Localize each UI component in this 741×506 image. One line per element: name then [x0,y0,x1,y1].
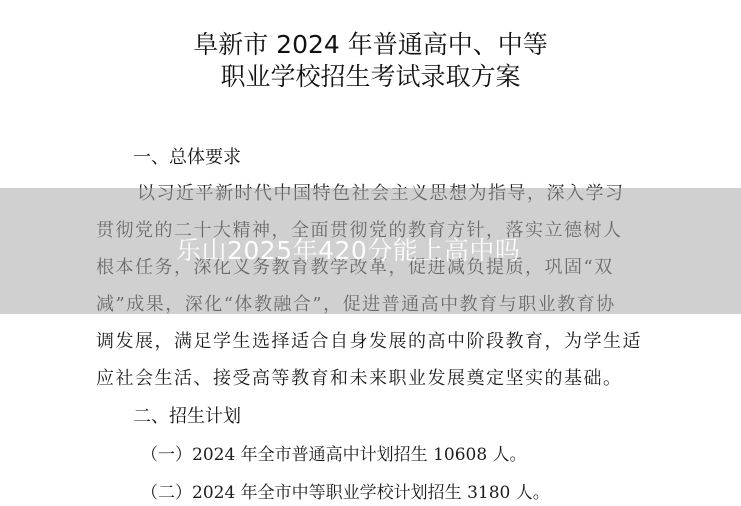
plan-item-general-high-school: （一）2024 年全市普通高中计划招生 10608 人。 [141,445,527,465]
document-title-line-2: 职业学校招生考试录取方案 [220,62,521,91]
overlay-caption: 乐山2025年420分能上高中吗 [176,236,521,265]
section-heading-enrollment-plan: 二、招生计划 [133,406,241,427]
paragraph-line: 应社会生活、接受高等教育和未来职业发展奠定坚实的基础。 [96,368,623,389]
paragraph-line: 调发展，满足学生选择适合自身发展的高中阶段教育，为学生适 [96,331,642,352]
section-heading-general-requirements: 一、总体要求 [133,147,241,168]
document-title-line-1: 阜新市 2024 年普通高中、中等 [193,30,548,59]
plan-item-vocational-school: （二）2024 年全市中等职业学校计划招生 3180 人。 [141,483,550,503]
